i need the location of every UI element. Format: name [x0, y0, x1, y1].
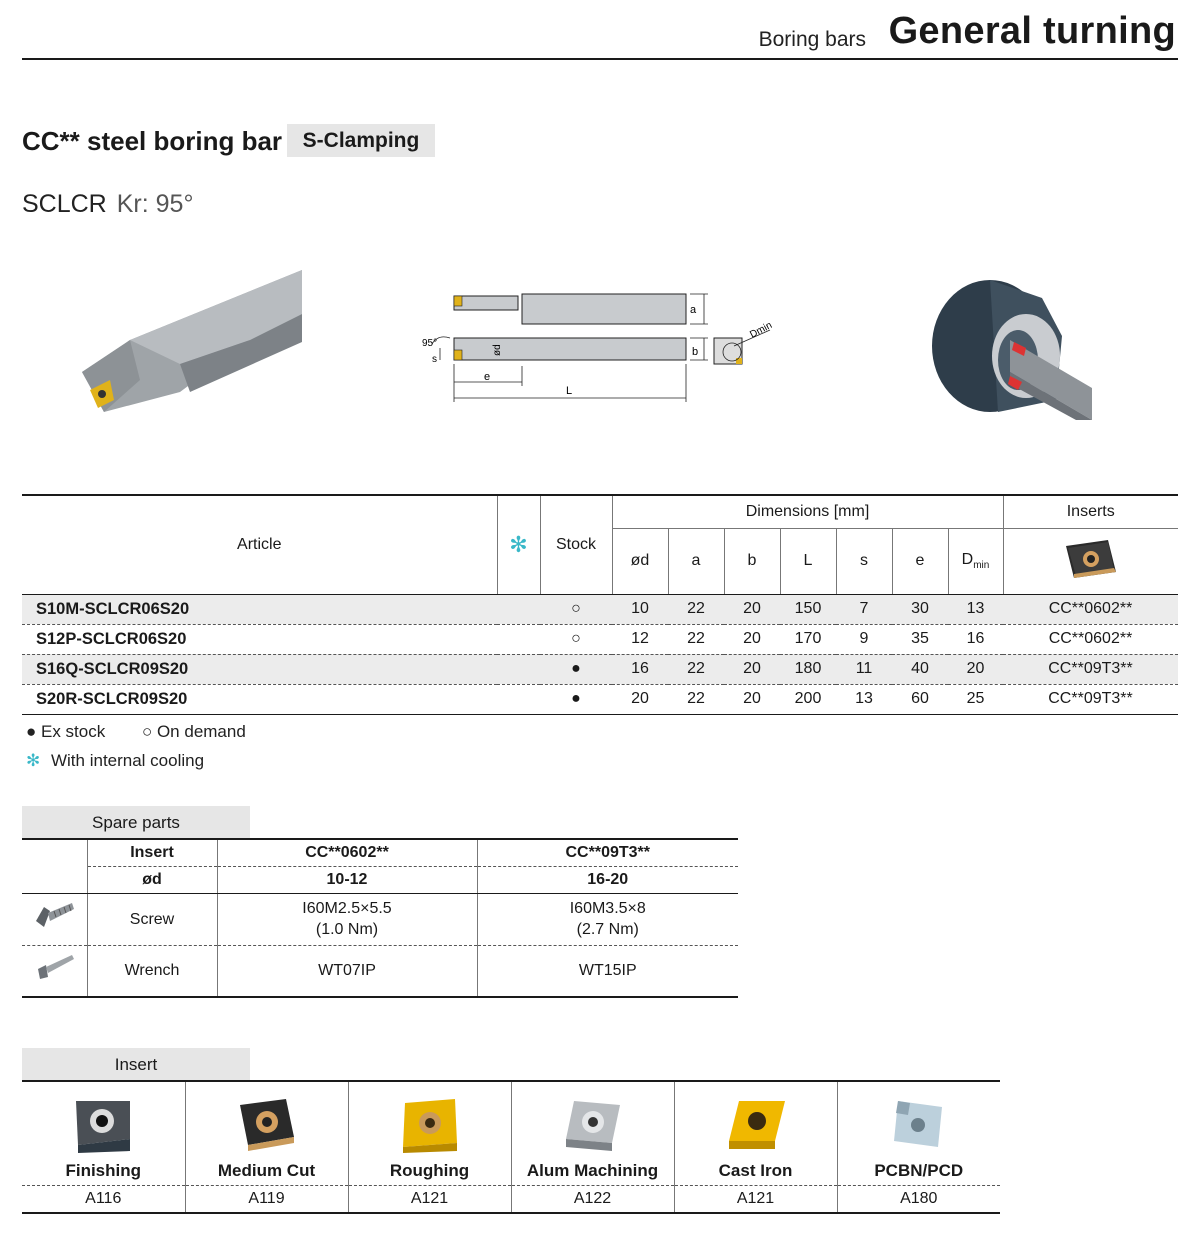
- dim-s: s: [432, 354, 437, 365]
- b-cell: 20: [724, 594, 780, 624]
- cast-iron-insert-icon: [725, 1097, 787, 1155]
- legend-cooling: With internal cooling: [50, 751, 205, 770]
- spare-corner: [22, 839, 87, 893]
- section-label: Boring bars: [758, 28, 866, 51]
- spare-od-label: ød: [87, 866, 217, 893]
- page-header: [22, 8, 1178, 60]
- col-inserts: Inserts: [1003, 495, 1178, 528]
- insert-medium-cut: [185, 1081, 348, 1185]
- a-cell: 22: [668, 624, 724, 654]
- spare-col2-insert: CC**09T3**: [477, 839, 738, 866]
- dmin-cell: 13: [948, 594, 1003, 624]
- article-cell: S10M-SCLCR06S20: [22, 594, 497, 624]
- e-cell: 60: [892, 684, 948, 714]
- stock-cell: ○: [540, 624, 612, 654]
- s-cell: 11: [836, 654, 892, 684]
- articles-table: [22, 494, 1178, 715]
- col-dmin-sub: min: [973, 560, 990, 572]
- s-cell: 7: [836, 594, 892, 624]
- L-cell: 180: [780, 654, 836, 684]
- b-cell: 20: [724, 654, 780, 684]
- spare-insert-label: Insert: [87, 839, 217, 866]
- screw-icon-cell: [22, 893, 87, 945]
- spare-col1-insert: CC**0602**: [217, 839, 477, 866]
- product-title: CC** steel boring bar: [22, 126, 283, 156]
- od-cell: 16: [612, 654, 668, 684]
- stock-cell: ○: [540, 594, 612, 624]
- insert-code: A121: [674, 1185, 837, 1213]
- product-code: SCLCR: [22, 190, 107, 218]
- screw-label: Screw: [87, 893, 217, 945]
- article-cell: S20R-SCLCR09S20: [22, 684, 497, 714]
- wrench-icon-cell: [22, 945, 87, 997]
- application-image: [926, 276, 1098, 424]
- e-cell: 30: [892, 594, 948, 624]
- stock-cell: ●: [540, 684, 612, 714]
- roughing-insert-icon: [399, 1097, 461, 1155]
- b-cell: 20: [724, 684, 780, 714]
- alum-insert-icon: [562, 1097, 624, 1155]
- screw2-torque: (2.7 Nm): [576, 921, 639, 938]
- insert-code: A122: [511, 1185, 674, 1213]
- spare-parts-table: [22, 838, 738, 998]
- insert-alum-machining: [511, 1081, 674, 1185]
- insert-code: A119: [185, 1185, 348, 1213]
- insert-cell: CC**0602**: [1003, 594, 1178, 624]
- L-cell: 170: [780, 624, 836, 654]
- insert-pcbn-pcd: [837, 1081, 1000, 1185]
- cooling-legend-icon: ✻: [26, 751, 41, 770]
- screw2-spec: I60M3.5×8: [569, 900, 646, 917]
- col-cooling: [497, 495, 540, 594]
- dim-L: L: [566, 385, 573, 397]
- insert-cast-iron: [674, 1081, 837, 1185]
- category-title: General turning: [888, 10, 1176, 52]
- a-cell: 22: [668, 684, 724, 714]
- cooling-icon: ✻: [509, 531, 528, 557]
- legend-ex-stock: ● Ex stock: [26, 722, 106, 741]
- stock-legend: [26, 722, 246, 742]
- kr-angle: Kr: 95°: [116, 190, 194, 218]
- spare-parts-tab: Spare parts: [22, 806, 250, 839]
- insert-cell: CC**09T3**: [1003, 654, 1178, 684]
- table-row: [22, 684, 1178, 714]
- insert-table: [22, 1080, 1000, 1214]
- article-cell: S16Q-SCLCR09S20: [22, 654, 497, 684]
- dim-angle: 95°: [422, 338, 438, 349]
- L-cell: 200: [780, 684, 836, 714]
- screw1-spec: I60M2.5×5.5: [302, 900, 392, 917]
- medium-cut-insert-icon: [236, 1097, 298, 1155]
- insert-name: Cast Iron: [718, 1160, 793, 1180]
- wrench-col2: WT15IP: [477, 945, 738, 997]
- col-s: s: [836, 528, 892, 594]
- col-dimensions: Dimensions [mm]: [612, 495, 1003, 528]
- col-stock: Stock: [540, 495, 612, 594]
- insert-name: Roughing: [389, 1160, 470, 1180]
- dim-dmin: Dmin: [748, 319, 775, 341]
- insert-name: PCBN/PCD: [874, 1160, 964, 1180]
- col-L: L: [780, 528, 836, 594]
- a-cell: 22: [668, 654, 724, 684]
- b-cell: 20: [724, 624, 780, 654]
- screw-icon: [32, 901, 76, 931]
- dmin-cell: 25: [948, 684, 1003, 714]
- insert-name: Finishing: [65, 1160, 142, 1180]
- cooling-cell: [497, 624, 540, 654]
- col-b: b: [724, 528, 780, 594]
- table-row: [22, 594, 1178, 624]
- od-cell: 12: [612, 624, 668, 654]
- insert-roughing: [348, 1081, 511, 1185]
- a-cell: 22: [668, 594, 724, 624]
- stock-cell: ●: [540, 654, 612, 684]
- boring-bar-image: [70, 262, 310, 422]
- screw-col2: [477, 893, 738, 945]
- cooling-cell: [497, 594, 540, 624]
- screw-col1: [217, 893, 477, 945]
- col-od: ød: [612, 528, 668, 594]
- col-insert-image: [1003, 528, 1178, 594]
- od-cell: 10: [612, 594, 668, 624]
- dmin-cell: 20: [948, 654, 1003, 684]
- wrench-col1: WT07IP: [217, 945, 477, 997]
- col-e: e: [892, 528, 948, 594]
- dmin-cell: 16: [948, 624, 1003, 654]
- table-row: [22, 654, 1178, 684]
- legend-on-demand: ○ On demand: [141, 722, 246, 741]
- cooling-cell: [497, 654, 540, 684]
- insert-code: A121: [348, 1185, 511, 1213]
- col-dmin: [948, 528, 1003, 594]
- s-cell: 13: [836, 684, 892, 714]
- col-dmin-main: D: [961, 550, 974, 568]
- dim-b: b: [692, 346, 699, 358]
- insert-name: Alum Machining: [526, 1160, 659, 1180]
- cooling-legend: [26, 751, 204, 771]
- product-subtitle: [22, 190, 193, 219]
- insert-tab: Insert: [22, 1048, 250, 1081]
- wrench-label: Wrench: [87, 945, 217, 997]
- od-cell: 20: [612, 684, 668, 714]
- table-row: [22, 624, 1178, 654]
- s-cell: 9: [836, 624, 892, 654]
- col-a: a: [668, 528, 724, 594]
- cooling-cell: [497, 684, 540, 714]
- clamping-badge: S-Clamping: [287, 124, 435, 157]
- e-cell: 40: [892, 654, 948, 684]
- screw1-torque: (1.0 Nm): [315, 921, 379, 938]
- dim-a: a: [690, 304, 697, 316]
- col-article: Article: [22, 495, 497, 594]
- insert-cell: CC**09T3**: [1003, 684, 1178, 714]
- article-cell: S12P-SCLCR06S20: [22, 624, 497, 654]
- spare-col2-od: 16-20: [477, 866, 738, 893]
- finishing-insert-icon: [72, 1097, 134, 1155]
- e-cell: 35: [892, 624, 948, 654]
- spare-col1-od: 10-12: [217, 866, 477, 893]
- dim-e: e: [484, 371, 491, 383]
- technical-drawing: [418, 288, 788, 408]
- dim-od: ød: [492, 344, 503, 356]
- insert-code: A116: [22, 1185, 185, 1213]
- insert-code: A180: [837, 1185, 1000, 1213]
- pcbn-insert-icon: [888, 1097, 950, 1155]
- wrench-icon: [32, 953, 76, 983]
- insert-name: Medium Cut: [217, 1160, 316, 1180]
- insert-cell: CC**0602**: [1003, 624, 1178, 654]
- L-cell: 150: [780, 594, 836, 624]
- insert-image: [1062, 536, 1120, 582]
- insert-finishing: [22, 1081, 185, 1185]
